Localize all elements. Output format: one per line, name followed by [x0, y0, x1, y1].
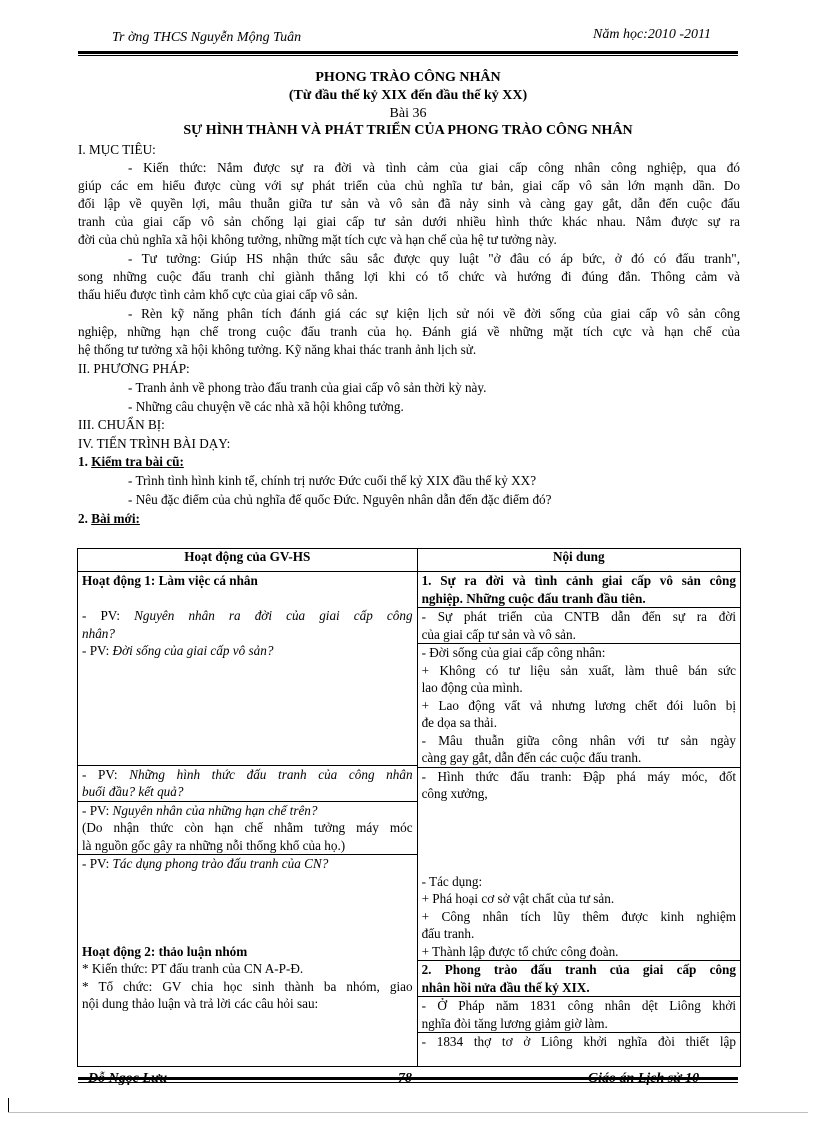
- content-line: càng gay gắt, dẫn đến các cuộc đấu tranh.: [421, 750, 642, 765]
- header-rule-thick: [78, 51, 738, 54]
- body-line: - Rèn kỹ năng phân tích đánh giá các sự kiện lịch sử nói về đời sống của giai cấp vô sản công: [128, 306, 740, 321]
- body-line: nghiệp, những hạn chế trong cuộc đấu tranh của họ. Đánh giá về những mặt tích cực và hạn chế của: [78, 324, 740, 339]
- header-activities: Hoạt động của GV-HS: [78, 549, 418, 572]
- header-year: Năm học:2010 -2011: [593, 27, 711, 42]
- footer-page-number: 78: [398, 1071, 412, 1086]
- question-line: - PV: Nguyên nhân ra đời của giai cấp công: [82, 608, 413, 623]
- chapter-subtitle: (Từ đầu thế kỷ XIX đến đầu thế kỷ XX): [288, 88, 528, 103]
- answer-line: (Do nhận thức còn hạn chế nhằm tưởng máy móc: [82, 820, 413, 835]
- lesson-number: Bài 36: [389, 106, 427, 121]
- question-line: buổi đầu? kết quả?: [82, 784, 184, 799]
- content-line: đấu tranh.: [421, 926, 475, 941]
- section-process: IV. TIẾN TRÌNH BÀI DẠY:: [78, 436, 231, 451]
- body-line: - Trình tình hình kinh tế, chính trị nước Đức cuối thế kỷ XIX đầu thế kỷ XX?: [128, 473, 537, 488]
- question-line: - PV: Nguyên nhân của những hạn chế trên?: [82, 802, 318, 818]
- header-school: Tr ờng THCS Nguyễn Mộng Tuân: [112, 30, 302, 45]
- table-header-row: [78, 549, 741, 572]
- question-line: - PV: Những hình thức đấu tranh của công nhân: [82, 766, 413, 782]
- footer-book-title: Giáo án Lịch sử 10: [588, 1071, 700, 1086]
- content-line: - 1834 thợ tơ ở Liông khởi nghĩa đòi thiết lập: [421, 1034, 736, 1049]
- activity-line: * Kiến thức: PT đấu tranh của CN A-P-Đ.: [82, 961, 304, 976]
- content-heading-1b: nghiệp. Những cuộc đấu tranh đầu tiên.: [421, 590, 646, 606]
- chapter-title: PHONG TRÀO CÔNG NHÂN: [315, 70, 501, 85]
- activity-line: nội dung thảo luận và trả lời các câu hỏi sau:: [82, 996, 319, 1011]
- content-line: của giai cấp tư sản và vô sản.: [421, 626, 576, 642]
- content-line: nghĩa đòi tăng lương giảm giờ làm.: [421, 1015, 608, 1031]
- lesson-table: [77, 548, 741, 1067]
- body-line: - Tư tưởng: Giúp HS nhận thức sâu sắc được quy luật "ở đâu có áp bức, ở đó có đấu tranh",: [128, 251, 740, 266]
- content-line: - Đời sống của giai cấp công nhân:: [421, 645, 606, 660]
- body-line: song những cuộc đấu tranh chỉ giành thắng lợi khi có tổ chức và hướng đi đúng đắn. Thông cảm và: [78, 269, 740, 284]
- question-line: - PV: Đời sống của giai cấp vô sản?: [82, 643, 274, 658]
- body-line: tranh của giai cấp vô sản chống lại giai cấp tư sản dưới nhiều hình thức khác nhau. Nắm được sự ra: [78, 214, 740, 229]
- page-edge: [8, 1112, 808, 1113]
- question-line: nhân?: [82, 625, 115, 641]
- content-line: - Ở Pháp năm 1831 công nhân dệt Liông khởi: [421, 998, 736, 1013]
- content-line: - Hình thức đấu tranh: Đập phá máy móc, đốt: [421, 768, 736, 784]
- content-line: công xưởng,: [421, 786, 488, 801]
- content-line: - Mâu thuẫn giữa công nhân với tư sản ngày: [421, 732, 736, 748]
- content-line: + Không có tư liệu sản xuất, làm thuê bán sức: [421, 662, 736, 678]
- section-methods: II. PHƯƠNG PHÁP:: [78, 361, 190, 376]
- section-objectives: I. MỤC TIÊU:: [78, 142, 156, 157]
- content-heading-2b: nhân hồi nửa đầu thế kỷ XIX.: [421, 979, 590, 995]
- body-line: đối lập về quyền lợi, mâu thuẫn giữa tư sản và vô sản đã nảy sinh và càng gay gắt, dẫn đến cuộc đấu: [78, 196, 740, 211]
- content-line: + Phá hoại cơ sở vật chất của tư sản.: [421, 891, 615, 906]
- subsection-new-lesson: 2. Bài mới:: [78, 511, 140, 526]
- activity-1-title: Hoạt động 1: Làm việc cá nhân: [82, 573, 258, 588]
- content-line: - Sự phát triển của CNTB dẫn đến sự ra đời: [421, 609, 736, 624]
- body-line: - Những câu chuyện về các nhà xã hội không tưởng.: [128, 399, 404, 414]
- content-line: đe dọa sa thải.: [421, 715, 497, 730]
- crop-mark: [8, 1098, 9, 1112]
- subsection-review: 1. Kiểm tra bài cũ:: [78, 454, 184, 469]
- content-heading-2: 2. Phong trào đấu tranh của giai cấp công: [421, 962, 736, 977]
- activities-cell: [78, 572, 418, 1067]
- body-line: đời của chủ nghĩa xã hội không tưởng, những mặt tích cực và hạn chế của hệ tư tưởng này.: [78, 232, 557, 247]
- section-preparation: III. CHUẨN BỊ:: [78, 417, 165, 432]
- content-heading-1: 1. Sự ra đời và tình cảnh giai cấp vô sản công: [421, 573, 736, 588]
- lesson-title: SỰ HÌNH THÀNH VÀ PHÁT TRIỂN CỦA PHONG TRÀO CÔNG NHÂN: [183, 123, 633, 138]
- activity-line: * Tổ chức: GV chia học sinh thành ba nhóm, giao: [82, 978, 413, 994]
- body-line: - Tranh ảnh về phong trào đấu tranh của giai cấp vô sản thời kỳ này.: [128, 380, 487, 395]
- activity-2-title: Hoạt động 2: thảo luận nhóm: [82, 943, 248, 959]
- body-line: thấu hiểu được tình cảm khổ cực của giai cấp vô sản.: [78, 287, 358, 302]
- header-content: Nội dung: [417, 549, 740, 572]
- body-line: - Nêu đặc điểm của chủ nghĩa đế quốc Đức. Nguyên nhân dẫn đến đặc điểm đó?: [128, 492, 552, 507]
- content-line: + Công nhân tích lũy thêm được kinh nghiệm: [421, 908, 736, 924]
- content-cell: [417, 572, 740, 1067]
- footer-author: Đỗ Ngọc Lưu: [88, 1071, 168, 1086]
- content-line: lao động của mình.: [421, 680, 523, 695]
- answer-line: là nguồn gốc gây ra những nỗi thống khổ của họ.): [82, 837, 346, 853]
- table-row: [78, 572, 741, 1067]
- content-line: + Lao động vất vả nhưng lương chết đói luôn bị: [421, 697, 736, 713]
- body-line: giúp các em hiểu được cùng với sự phát triển của chủ nghĩa tư bản, giai cấp vô sản lớn mạnh dần. Do: [78, 178, 740, 193]
- header-rule-thin: [78, 55, 738, 56]
- question-line: - PV: Tác dụng phong trào đấu tranh của CN?: [82, 856, 329, 871]
- body-line: - Kiến thức: Nắm được sự ra đời và tình cảm của giai cấp công nhân công nghiệp, qua đó: [128, 160, 740, 175]
- content-line: + Thành lập được tổ chức công đoàn.: [421, 943, 619, 959]
- body-line: hệ thống tư tưởng xã hội không tưởng. Kỹ năng khai thác tranh ảnh lịch sử.: [78, 342, 477, 357]
- content-line: - Tác dụng:: [421, 873, 483, 889]
